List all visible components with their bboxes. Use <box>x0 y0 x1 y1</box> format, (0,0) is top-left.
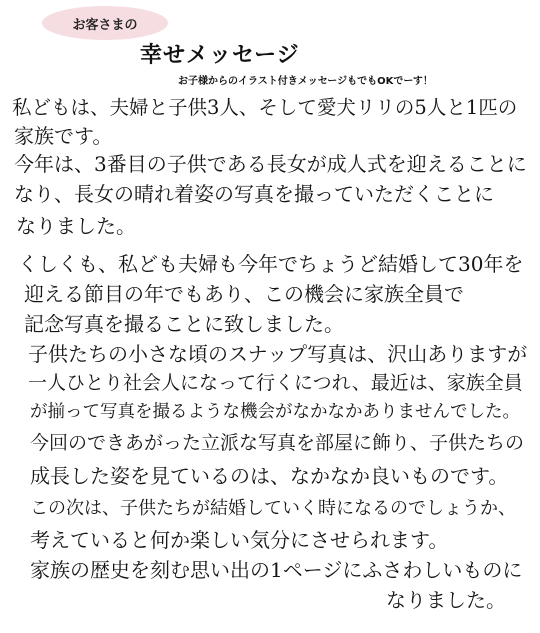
handwritten-letter <box>0 96 540 633</box>
letter-line: 子供たちの小さな頃のスナップ写真は、沢山ありますが <box>28 342 528 366</box>
letter-line: 迎える節目の年でもあり、この機会に家族全員で <box>24 282 464 306</box>
letter-line: 今回のできあがった立派な写真を部屋に飾り、子供たちの <box>30 432 525 454</box>
letter-line: なりました。 <box>386 588 506 612</box>
page-title: 幸せメッセージ <box>140 43 300 68</box>
letter-line: この次は、子供たちが結婚していく時になるのでしょうか、 <box>30 498 516 519</box>
letter-line: 考えていると何か楽しい気分にさせられます。 <box>30 528 449 552</box>
letter-line: 家族の歴史を刻む思い出の1ページにふさわしいものに <box>30 558 523 582</box>
letter-line: くしくも、私ども夫婦も今年でちょうど結婚して30年を <box>18 252 524 276</box>
letter-line: 成長した姿を見ているのは、なかなか良いものです。 <box>30 464 509 488</box>
header-badge-label: お客さまの <box>72 18 138 33</box>
letter-line: なり、長女の晴れ着姿の写真を撮っていただくことに <box>14 182 494 206</box>
letter-line: なりました。 <box>16 214 136 238</box>
header-badge <box>42 6 168 40</box>
letter-line: 記念写真を撮ることに致しました。 <box>24 312 344 336</box>
letter-line: 私どもは、夫婦と子供3人、そして愛犬リリの5人と1匹の <box>12 96 518 119</box>
letter-line: 一人ひとり社会人になって行くにつれ、最近は、家族全員 <box>28 372 523 394</box>
page-subtitle: お子様からのイラスト付きメッセージもでもOKでーす！ <box>178 76 433 87</box>
letter-line: が揃って写真を撮るような機会がなかなかありませんでした。 <box>30 402 520 422</box>
letter-line: 家族です。 <box>14 124 113 148</box>
letter-line: 今年は、3番目の子供である長女が成人式を迎えることに <box>14 152 527 176</box>
